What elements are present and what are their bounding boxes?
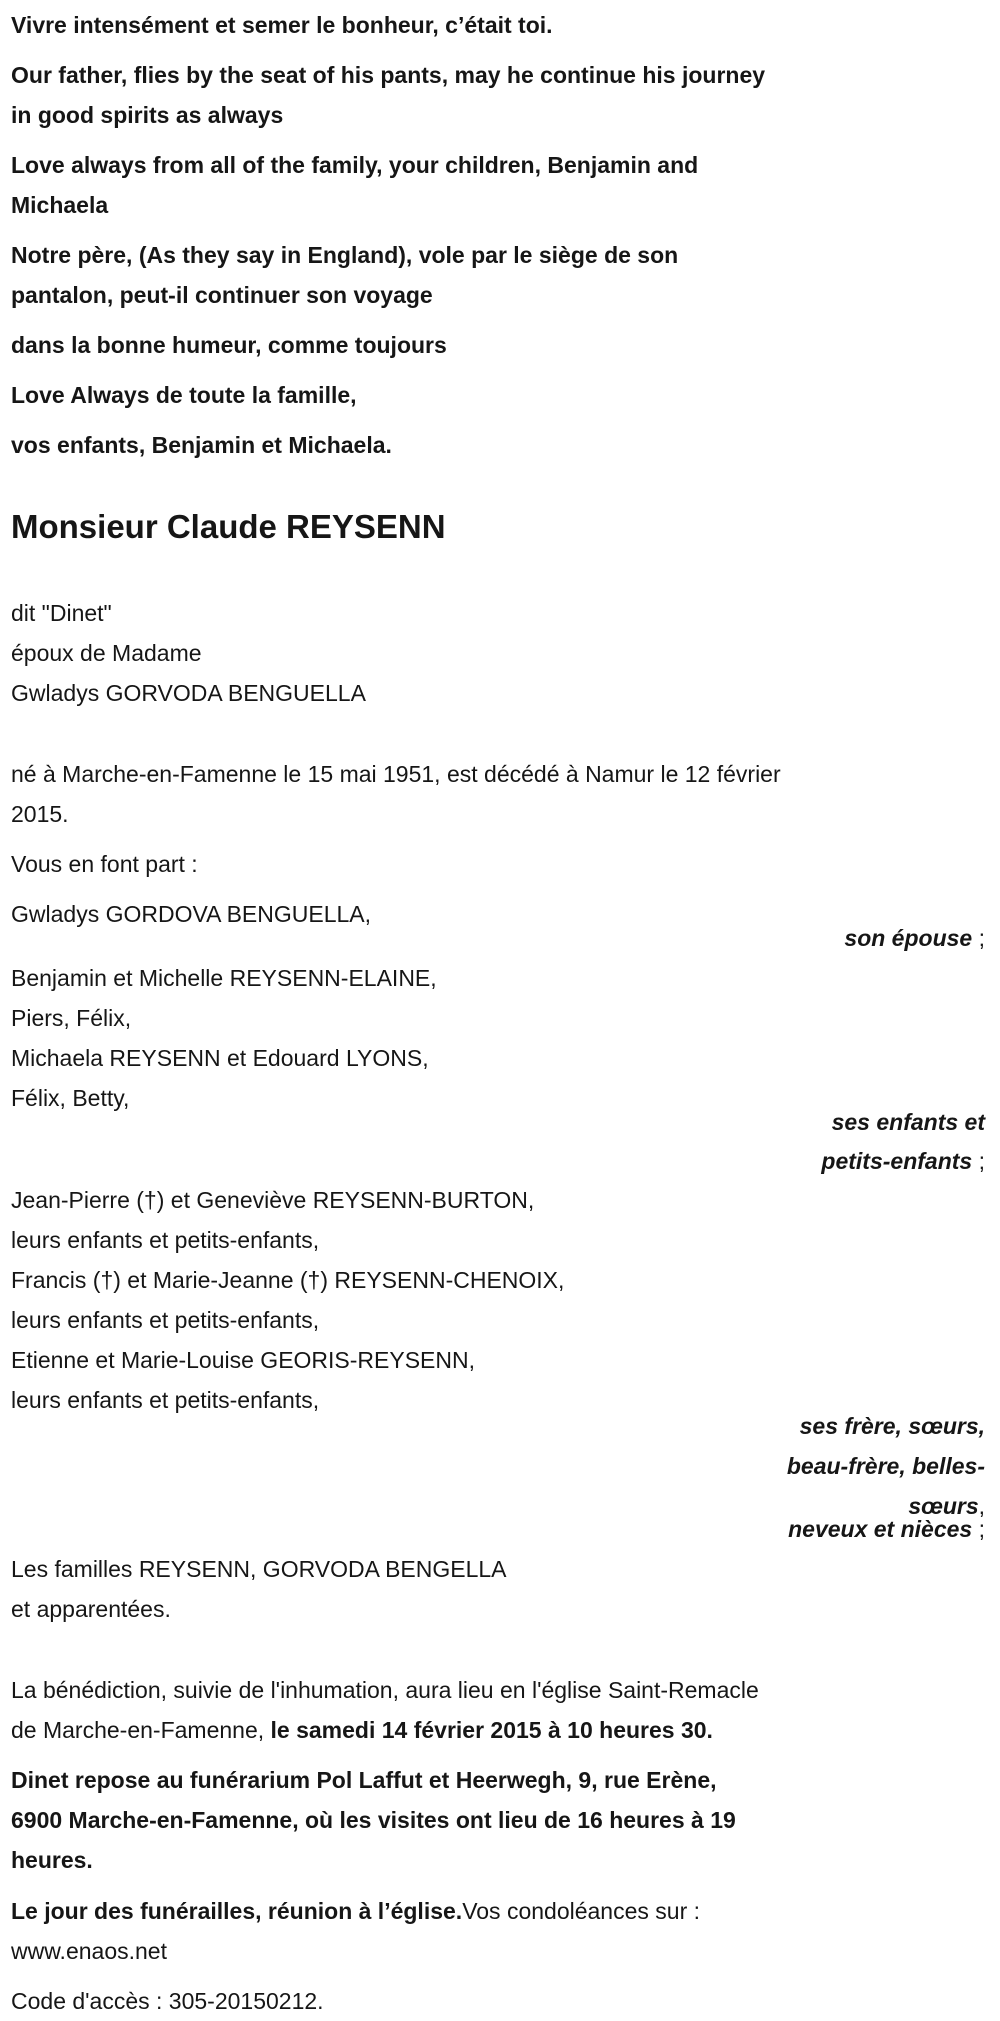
text-line: Etienne et Marie-Louise GEORIS-REYSENN, [11,1347,476,1373]
text-line: Love always from all of the family, your children, Benjamin and [11,152,699,178]
announce [11,844,985,884]
relation-label: sœurs [908,1493,979,1519]
text-line: Notre père, (As they say in England), vole par le siège de son [11,242,679,268]
text-line: Jean-Pierre (†) et Geneviève REYSENN-BURTON, [11,1187,535,1213]
intro-message [11,5,985,465]
meeting [11,1891,985,1971]
intro-para [11,425,985,465]
children-label [11,1102,985,1181]
text-line: Code d'accès : 305-20150212. [11,1988,324,2014]
text-line: Our father, flies by the seat of his pants, may he continue his journey [11,62,766,88]
text-line: Vivre intensément et semer le bonheur, c’était toi. [11,12,553,38]
text-line: heures. [11,1847,93,1873]
text-line: dans la bonne humeur, comme toujours [11,332,447,358]
text-line: époux de Madame [11,640,202,666]
text-line: Francis (†) et Marie-Jeanne (†) REYSENN-CHENOIX, [11,1267,565,1293]
text-line: vos enfants, Benjamin et Michaela. [11,432,392,458]
text-line: Michaela REYSENN et Edouard LYONS, [11,1045,429,1071]
visitation [11,1760,985,1880]
intro-para [11,325,985,365]
aka-block [11,593,985,713]
ceremony [11,1670,985,1750]
condolences-text: Vos condoléances sur : [462,1898,701,1924]
intro-para [11,145,985,225]
intro-para [11,375,985,415]
text-line: pantalon, peut-il continuer son voyage [11,282,433,308]
intro-para [11,55,985,135]
punct: , [978,1493,985,1519]
text-line: et apparentées. [11,1596,171,1622]
text-line: Félix, Betty, [11,1085,130,1111]
text-line: La bénédiction, suivie de l'inhumation, aura lieu en l'église Saint-Remacle [11,1677,759,1703]
condolences-site[interactable]: www.enaos.net [11,1938,167,1964]
text-line: Vous en font part : [11,851,198,877]
text-line: né à Marche-en-Famenne le 15 mai 1951, est décédé à Namur le 12 février [11,761,781,787]
text-line: Piers, Félix, [11,1005,132,1031]
text-line: Les familles REYSENN, GORVODA BENGELLA [11,1556,507,1582]
text-line: dit "Dinet" [11,600,112,626]
relation-label: neveux et nièces [788,1516,973,1542]
relation-label: ses frère, sœurs, [799,1413,985,1439]
text-line: leurs enfants et petits-enfants, [11,1227,320,1253]
text-line: 6900 Marche-en-Famenne, où les visites ont lieu de 16 heures à 19 [11,1807,736,1833]
siblings [11,1180,985,1420]
text-line: in good spirits as always [11,102,284,128]
families [11,1549,985,1629]
relation-label: beau-frère, belles- [786,1453,985,1479]
access-code [11,1981,985,2021]
ceremony-date: le samedi 14 février 2015 à 10 heures 30. [270,1717,713,1743]
text-line: Dinet repose au funérarium Pol Laffut et Heerwegh, 9, rue Erène, [11,1767,717,1793]
siblings-label [11,1406,985,1549]
intro-para [11,5,985,45]
text-line: leurs enfants et petits-enfants, [11,1307,320,1333]
punct: ; [972,1516,985,1542]
text-line: leurs enfants et petits-enfants, [11,1387,320,1413]
relation-label: petits-enfants [821,1148,973,1174]
intro-para [11,235,985,315]
text-line: Gwladys GORVODA BENGUELLA [11,680,366,706]
text-line: Michaela [11,192,109,218]
text-line: 2015. [11,801,69,827]
text-line: Gwladys GORDOVA BENGUELLA, [11,901,372,927]
relation-label: son épouse [844,925,973,951]
text-line: Benjamin et Michelle REYSENN-ELAINE, [11,965,437,991]
meeting-note: Le jour des funérailles, réunion à l’église. [11,1898,463,1924]
deceased-name: Monsieur Claude REYSENN [11,508,446,545]
birth-death [11,754,985,834]
punct: ; [972,1148,985,1174]
children [11,958,985,1118]
text-line: Love Always de toute la famille, [11,382,357,408]
relation-label: ses enfants et [831,1109,985,1135]
text-line: de Marche-en-Famenne, [11,1717,271,1743]
punct: ; [972,925,985,951]
